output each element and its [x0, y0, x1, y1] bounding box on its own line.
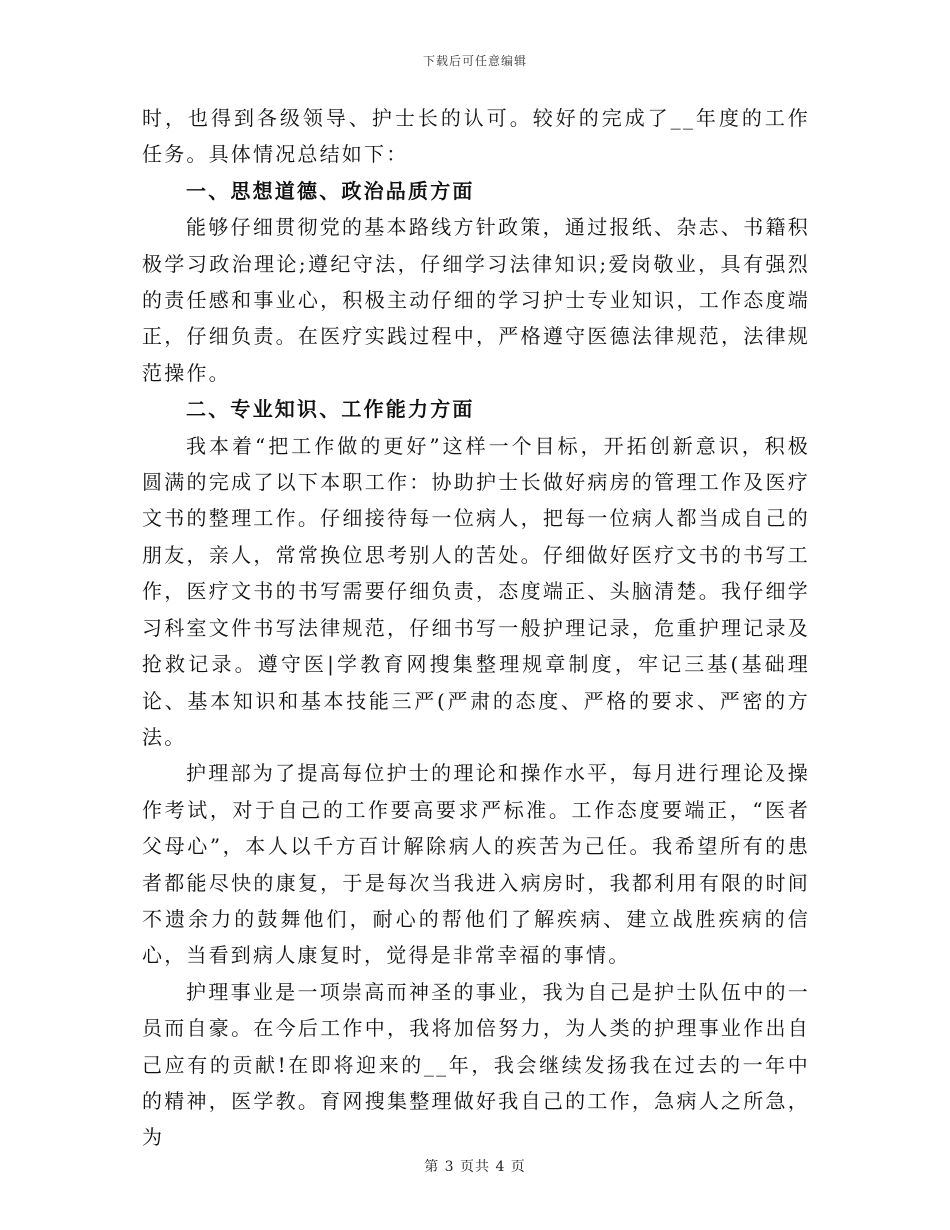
- page-header: 下载后可任意编辑: [422, 54, 527, 68]
- document-body: [142, 100, 810, 1156]
- paragraph-3: 护理部为了提高每位护士的理论和操作水平，每月进行理论及操作考试，对于自己的工作要高要求严标准。工作态度要端正，“医者父母心”，本人以千方百计解除病人的疾苦为己任。我希望所有的患者都能尽快的康复，于是每次当我进入病房时，我都利用有限的时间不遗余力的鼓舞他们，耐心的帮他们了解疾病、建立战胜疾病的信心，当看到病人康复时，觉得是非常幸福的事情。: [142, 761, 810, 968]
- section-heading-1: 一、思想道德、政治品质方面: [186, 178, 475, 203]
- paragraph-intro: 时，也得到各级领导、护士长的认可。较好的完成了__年度的工作任务。具体情况总结如下：: [142, 106, 810, 167]
- paragraph-4: 护理事业是一项崇高而神圣的事业，我为自己是护士队伍中的一员而自豪。在今后工作中，我将加倍努力，为人类的护理事业作出自己应有的贡献!在即将迎来的__年，我会继续发扬我在过去的一年中的精神，医学教。育网搜集整理做好我自己的工作，急病人之所急，为: [142, 979, 810, 1150]
- paragraph-1: 能够仔细贯彻党的基本路线方针政策，通过报纸、杂志、书籍积极学习政治理论;遵纪守法，仔细学习法律知识;爱岗敬业，具有强烈的责任感和事业心，积极主动仔细的学习护士专业知识，工作态度端正，仔细负责。在医疗实践过程中，严格遵守医德法律规范，法律规范操作。: [142, 215, 810, 385]
- page-footer: 第 3 页共 4 页: [424, 1159, 526, 1175]
- section-heading-2: 二、专业知识、工作能力方面: [186, 397, 475, 422]
- paragraph-2: 我本着“把工作做的更好”这样一个目标，开拓创新意识，积极圆满的完成了以下本职工作：协助护士长做好病房的管理工作及医疗文书的整理工作。仔细接待每一位病人，把每一位病人都当成自己的朋友，亲人，常常换位思考别人的苦处。仔细做好医疗文书的书写工作，医疗文书的书写需要仔细负责，态度端正、头脑清楚。我仔细学习科室文件书写法律规范，仔细书写一般护理记录，危重护理记录及抢救记录。遵守医|学教育网搜集整理规章制度，牢记三基(基础理论、基本知识和基本技能三严(严肃的态度、严格的要求、严密的方法。: [142, 433, 810, 749]
